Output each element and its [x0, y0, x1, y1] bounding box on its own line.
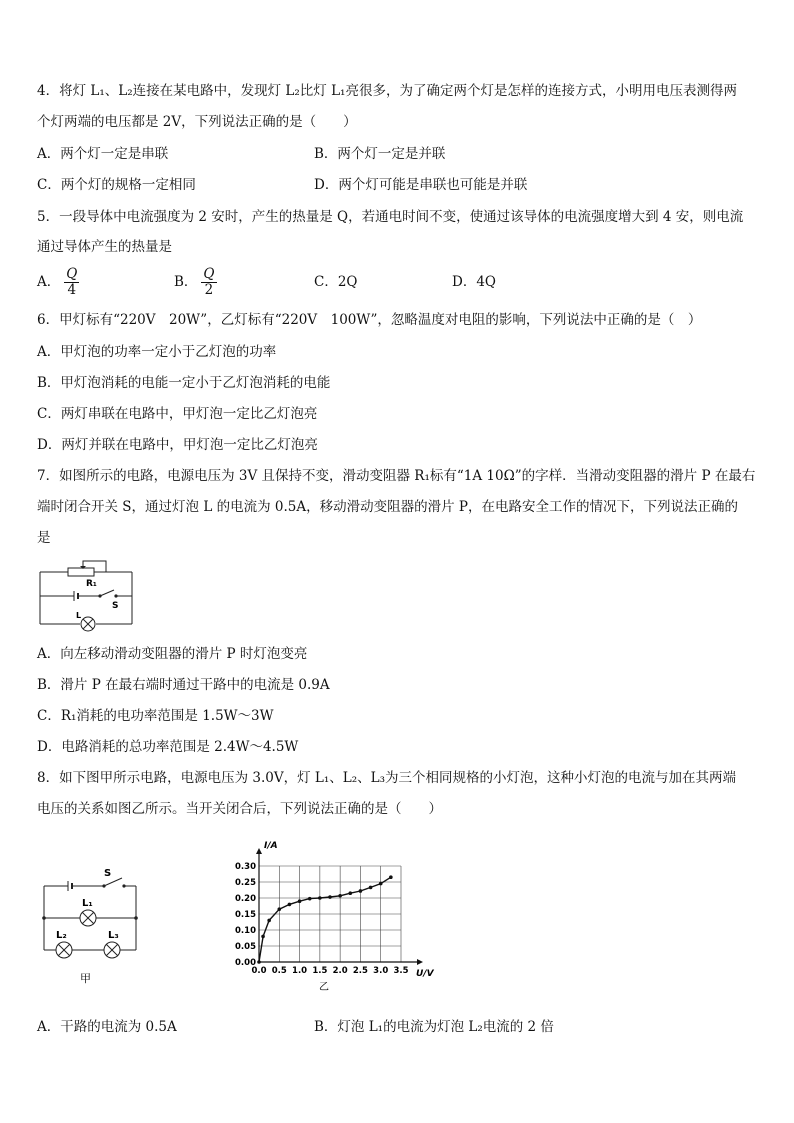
data-point: [261, 935, 265, 939]
y-tick-label: 0.30: [235, 862, 256, 872]
q7-stem-line2: 端时闭合开关 S，通过灯泡 L 的电流为 0.5A，移动滑动变阻器的滑片 P，在电路安全工作的情况下，下列说法正确的: [37, 499, 738, 515]
q6-option-b: B．甲灯泡消耗的电能一定小于乙灯泡消耗的电能: [37, 375, 331, 391]
q5-option-b-fraction: $\frac{Q}{2}$: [203, 266, 215, 298]
data-point: [389, 875, 393, 879]
q7-fig-label-s: S: [112, 601, 119, 611]
x-tick-label: 0.0: [251, 966, 267, 976]
q6-option-a: A．甲灯泡的功率一定小于乙灯泡的功率: [37, 344, 277, 360]
q8-stem-line1: 8．如下图甲所示电路，电源电压为 3.0V，灯 L₁、L₂、L₃为三个相同规格的小灯泡，这种小灯泡的电流与加在其两端: [37, 770, 737, 786]
chart-x-axis-label: U/V: [416, 969, 434, 979]
q7-stem-line1: 7．如图所示的电路，电源电压为 3V 且保持不变，滑动变阻器 R₁标有“1A 10Ω”的字样．当滑动变阻器的滑片 P 在最右: [37, 468, 756, 484]
x-tick-label: 3.5: [393, 966, 409, 976]
y-axis-arrow: [256, 848, 262, 854]
chart-ticks: [235, 862, 409, 976]
q8-fig-label-l3: L₃: [108, 930, 119, 941]
data-point: [359, 889, 363, 893]
q7-option-d: D．电路消耗的总功率范围是 2.4W～4.5W: [37, 739, 299, 755]
q7-option-c: C．R₁消耗的电功率范围是 1.5W～3W: [37, 708, 274, 724]
q7-fig-label-r1: R₁: [86, 579, 97, 589]
q7-stem-line3: 是: [37, 530, 51, 546]
q5-stem-line2: 通过导体产生的热量是: [37, 239, 172, 255]
q5-option-c: C．2Q: [314, 274, 358, 290]
chart-y-axis-label: I/A: [264, 841, 278, 851]
q6-option-d: D．两灯并联在电路中，甲灯泡一定比乙灯泡亮: [37, 437, 318, 453]
q5-option-a: [37, 264, 83, 300]
y-tick-label: 0.15: [235, 910, 256, 920]
q8-option-a: A．干路的电流为 0.5A: [37, 1019, 177, 1035]
x-tick-label: 1.0: [292, 966, 308, 976]
y-tick-label: 0.00: [235, 958, 256, 968]
chart-caption: 乙: [319, 982, 329, 993]
q4-stem-line2: 个灯两端的电压都是 2V，下列说法正确的是（ ）: [37, 114, 357, 130]
x-tick-label: 2.5: [352, 966, 368, 976]
data-point: [298, 899, 302, 903]
q8-fig-label-s: S: [104, 868, 112, 879]
data-point: [308, 897, 312, 901]
q7-option-b: B．滑片 P 在最右端时通过干路中的电流是 0.9A: [37, 677, 330, 693]
data-point: [338, 894, 342, 898]
y-tick-label: 0.20: [235, 894, 256, 904]
q8-fig-caption-jia: 甲: [80, 972, 91, 985]
q4-option-a: A．两个灯一定是串联: [37, 146, 169, 162]
data-point: [318, 896, 322, 900]
q8-fig-label-l1: L₁: [82, 898, 93, 909]
q6-option-c: C．两灯串联在电路中，甲灯泡一定比乙灯泡亮: [37, 406, 318, 422]
y-tick-label: 0.25: [235, 878, 256, 888]
x-tick-label: 0.5: [271, 966, 287, 976]
q5-option-b-label: B．: [174, 274, 198, 290]
data-point: [369, 886, 373, 890]
q5-option-d: D．4Q: [452, 274, 496, 290]
q4-option-c: C．两个灯的规格一定相同: [37, 177, 196, 193]
q7-fig-label-l: L: [76, 611, 82, 620]
q5-option-a-fraction: $\frac{Q}{4}$: [66, 266, 78, 298]
q4-option-d: D．两个灯可能是串联也可能是并联: [314, 177, 528, 193]
q7-option-a: A．向左移动滑动变阻器的滑片 P 时灯泡变亮: [37, 646, 308, 662]
q4-stem-line1: 4．将灯 L₁、L₂连接在某电路中，发现灯 L₂比灯 L₁亮很多，为了确定两个灯是怎样的连接方式，小明用电压表测得两: [37, 83, 737, 99]
data-point: [348, 891, 352, 895]
data-point: [257, 960, 261, 964]
data-point: [328, 895, 332, 899]
q8-fig-label-l2: L₂: [56, 930, 67, 941]
q8-circuit-diagram-jia: [38, 866, 142, 988]
x-axis-arrow: [417, 959, 423, 965]
data-point: [288, 903, 292, 907]
q8-stem-line2: 电压的关系如图乙所示。当开关闭合后，下列说法正确的是（ ）: [37, 801, 442, 817]
q7-circuit-diagram: [36, 556, 136, 634]
x-tick-label: 3.0: [373, 966, 389, 976]
x-tick-label: 1.5: [312, 966, 328, 976]
data-point: [277, 907, 281, 911]
y-tick-label: 0.10: [235, 926, 256, 936]
data-point: [379, 882, 383, 886]
y-tick-label: 0.05: [235, 942, 256, 952]
iv-curve-points: [257, 875, 392, 963]
q4-option-b: B．两个灯一定是并联: [314, 146, 446, 162]
q5-option-a-label: A．: [37, 274, 61, 290]
q5-stem-line1: 5．一段导体中电流强度为 2 安时，产生的热量是 Q，若通电时间不变，使通过该导体的电流强度增大到 4 安，则电流: [37, 209, 744, 225]
x-tick-label: 2.0: [332, 966, 348, 976]
iv-curve-line: [259, 877, 391, 962]
q8-option-b: B．灯泡 L₁的电流为灯泡 L₂电流的 2 倍: [314, 1019, 554, 1035]
q5-option-b: [174, 264, 221, 300]
q6-stem: 6．甲灯标有“220V 20W”，乙灯标有“220V 100W”，忽略温度对电阻的影响，下列说法中正确的是（ ）: [37, 312, 702, 328]
q8-iv-chart-yi: [222, 836, 446, 996]
chart-axes: [256, 848, 423, 965]
data-point: [267, 919, 271, 923]
chart-grid: [259, 866, 401, 962]
